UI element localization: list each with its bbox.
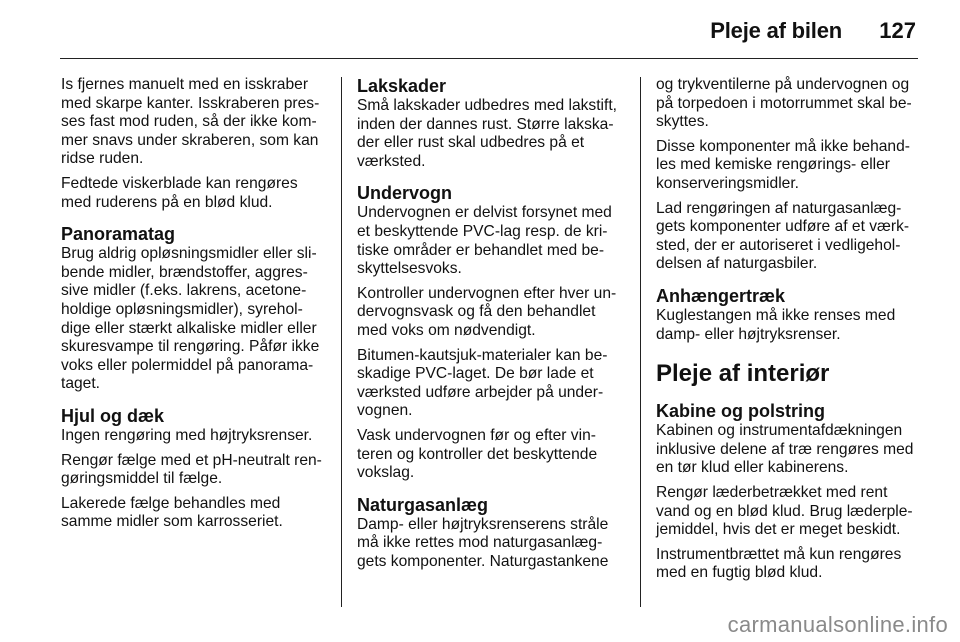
- lakskader-paragraph: Små lakskader udbedres med lakstift, inden der dannes rust. Større lakska-der eller rust skal udbedres på et værksted.: [357, 97, 618, 170]
- hjul-paragraph-2: Rengør fælge med et pH-neutralt ren-gøringsmiddel til fælge.: [61, 451, 322, 488]
- column-3: [656, 76, 924, 589]
- ice-scraper-paragraph: Is fjernes manuelt med en isskraber med skarpe kanter. Isskraberen pres-ses fast mod ruden, så der ikke kom-mer snavs under skraberen, som kan ridse ruden.: [61, 76, 320, 168]
- anhaenger-paragraph: Kuglestangen må ikke renses med damp- eller højtryksrenser.: [656, 306, 896, 343]
- workshop-paragraph: Lad rengøringen af naturgasanlæg-gets komponenter udføre af et værk-sted, der er autoriseret i vedligehol-delsen af naturgasbiler.: [656, 199, 910, 273]
- naturgas-continued-paragraph: og trykventilerne på undervognen og på torpedoen i motorrummet skal be-skyttes.: [656, 76, 912, 131]
- kabine-paragraph-2: Rengør læderbetrækket med rent vand og en blød klud. Brug læderple-jemiddel, hvis det er meget beskidt.: [656, 483, 913, 539]
- column-2: [357, 76, 625, 577]
- section-heading-naturgas: Naturgasanlæg: [357, 494, 489, 515]
- section-heading-undervogn: Undervogn: [357, 183, 453, 204]
- undervogn-paragraph-4: Vask undervognen før og efter vin-teren og kontroller det beskyttende vokslag.: [357, 426, 598, 482]
- hjul-paragraph-3: Lakerede fælge behandles med samme midler som karrosseriet.: [61, 494, 283, 531]
- undervogn-paragraph-1: Undervognen er delvist forsynet med et beskyttende PVC-lag resp. de kri-tiske områder er behandlet med be-skyttelsesvoks.: [357, 204, 612, 278]
- hjul-paragraph-1: Ingen rengøring med højtryksrenser.: [61, 426, 313, 444]
- section-heading-panoramatag: Panoramatag: [61, 224, 176, 245]
- section-heading-anhaenger: Anhængertræk: [656, 285, 786, 306]
- page-header: [0, 0, 960, 62]
- kabine-paragraph-3: Instrumentbrættet må kun rengøres med en fugtig blød klud.: [656, 545, 902, 582]
- page-title: Pleje af bilen: [710, 18, 842, 43]
- kabine-paragraph-1: Kabinen og instrumentafdækningen inklusive delene af træ rengøres med en tør klud eller kabinerens.: [656, 422, 914, 477]
- chapter-heading-interior: Pleje af interiør: [656, 360, 830, 388]
- column-divider-1: [341, 77, 342, 607]
- panoramatag-paragraph: Brug aldrig opløsningsmidler eller sli-bende midler, brændstoffer, aggres-sive midler (f.eks. lakrens, acetone-holdige opløsningsmidler), syrehol-dige eller stærkt alkaliske midler eller skuresvampe til rengøring. Påfør ikke voks eller polermiddel på panorama-taget.: [61, 245, 320, 393]
- undervogn-paragraph-3: Bitumen-kautsjuk-materialer kan be-skadige PVC-laget. De bør lade et værksted udføre arbejder på under-vognen.: [357, 346, 608, 420]
- chemicals-paragraph: Disse komponenter må ikke behand-les med kemiske rengørings- eller konserveringsmidler.: [656, 137, 910, 192]
- watermark: carmanualsonline.info: [727, 612, 948, 637]
- section-heading-kabine: Kabine og polstring: [656, 401, 825, 422]
- section-heading-hjul: Hjul og dæk: [61, 405, 164, 426]
- naturgas-paragraph: Damp- eller højtryksrenserens stråle må ikke rettes mod naturgasanlæg-gets komponenter. Naturgastankene: [357, 515, 609, 570]
- column-1: [61, 76, 326, 538]
- undervogn-paragraph-2: Kontroller undervognen efter hver un-dervognsvask og få den behandlet med voks om nødvendigt.: [357, 284, 617, 339]
- section-heading-lakskader: Lakskader: [357, 76, 447, 96]
- wiper-blades-paragraph: Fedtede viskerblade kan rengøres med ruderens på en blød klud.: [61, 174, 298, 211]
- column-divider-2: [640, 77, 641, 607]
- page-number: 127: [879, 18, 916, 43]
- header-divider: [60, 58, 918, 59]
